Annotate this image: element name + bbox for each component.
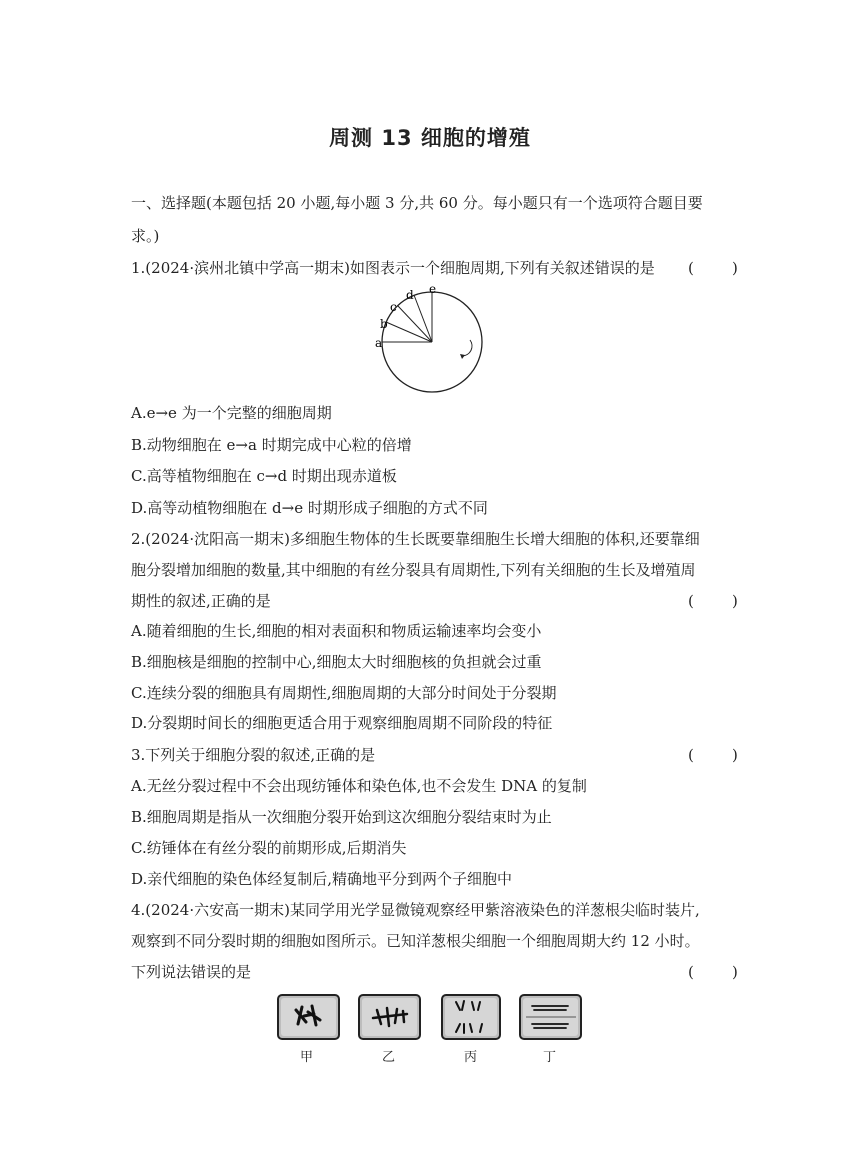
cell-label-bing: 丙 xyxy=(464,1050,478,1065)
cell-cycle-diagram xyxy=(370,284,490,396)
q1-option-d: D.高等动植物细胞在 d→e 时期形成子细胞的方式不同 xyxy=(131,499,488,517)
radius-c xyxy=(398,306,432,342)
q3-answer-paren: ( ) xyxy=(688,746,738,764)
q1-option-a: A.e→e 为一个完整的细胞周期 xyxy=(131,404,332,422)
cell-image-ding xyxy=(518,992,583,1042)
q2-option-a: A.随着细胞的生长,细胞的相对表面积和物质运输速率均会变小 xyxy=(131,622,542,640)
section-heading-line-1: 一、选择题(本题包括 20 小题,每小题 3 分,共 60 分。每小题只有一个选项符合题目要 xyxy=(131,194,703,212)
q1-option-c: C.高等植物细胞在 c→d 时期出现赤道板 xyxy=(131,467,397,485)
label-e: e xyxy=(429,284,437,296)
q2-line-3: 期性的叙述,正确的是 xyxy=(131,592,271,610)
cell-image-yi xyxy=(357,992,422,1042)
q2-line-2: 胞分裂增加细胞的数量,其中细胞的有丝分裂具有周期性,下列有关细胞的生长及增殖周 xyxy=(131,561,696,579)
cell-label-jia: 甲 xyxy=(300,1050,314,1065)
q1-stem: 1.(2024·滨州北镇中学高一期末)如图表示一个细胞周期,下列有关叙述错误的是 xyxy=(131,259,655,277)
q4-answer-paren: ( ) xyxy=(688,963,738,981)
q3-option-a: A.无丝分裂过程中不会出现纺锤体和染色体,也不会发生 DNA 的复制 xyxy=(131,777,587,795)
cell-image-bing xyxy=(440,992,505,1042)
q3-option-b: B.细胞周期是指从一次细胞分裂开始到这次细胞分裂结束时为止 xyxy=(131,808,552,826)
q3-option-d: D.亲代细胞的染色体经复制后,精确地平分到两个子细胞中 xyxy=(131,870,513,888)
label-b: b xyxy=(380,317,388,331)
section-heading-line-2: 求。) xyxy=(131,227,160,245)
q2-answer-paren: ( ) xyxy=(688,592,738,610)
q4-line-2: 观察到不同分裂时期的细胞如图所示。已知洋葱根尖细胞一个细胞周期大约 12 小时。 xyxy=(131,932,700,950)
label-a: a xyxy=(375,336,383,350)
cell-label-ding: 丁 xyxy=(543,1050,557,1065)
q4-line-3: 下列说法错误的是 xyxy=(131,963,252,981)
q4-line-1: 4.(2024·六安高一期末)某同学用光学显微镜观察经甲紫溶液染色的洋葱根尖临时装片, xyxy=(131,901,700,919)
q2-option-c: C.连续分裂的细胞具有周期性,细胞周期的大部分时间处于分裂期 xyxy=(131,684,557,702)
q3-option-c: C.纺锤体在有丝分裂的前期形成,后期消失 xyxy=(131,839,407,857)
q1-answer-paren: ( ) xyxy=(688,259,738,277)
q2-line-1: 2.(2024·沈阳高一期末)多细胞生物体的生长既要靠细胞生长增大细胞的体积,还要靠细 xyxy=(131,530,700,548)
cell-image-jia xyxy=(276,992,341,1042)
q1-option-b: B.动物细胞在 e→a 时期完成中心粒的倍增 xyxy=(131,436,412,454)
label-d: d xyxy=(406,288,414,302)
direction-arrow-icon xyxy=(462,340,472,356)
q2-option-d: D.分裂期时间长的细胞更适合用于观察细胞周期不同阶段的特征 xyxy=(131,714,553,732)
cell-label-yi: 乙 xyxy=(382,1050,396,1065)
label-c: c xyxy=(390,300,397,314)
q3-stem: 3.下列关于细胞分裂的叙述,正确的是 xyxy=(131,746,376,764)
q2-option-b: B.细胞核是细胞的控制中心,细胞太大时细胞核的负担就会过重 xyxy=(131,653,542,671)
page-title: 周测 13 细胞的增殖 xyxy=(329,126,531,150)
